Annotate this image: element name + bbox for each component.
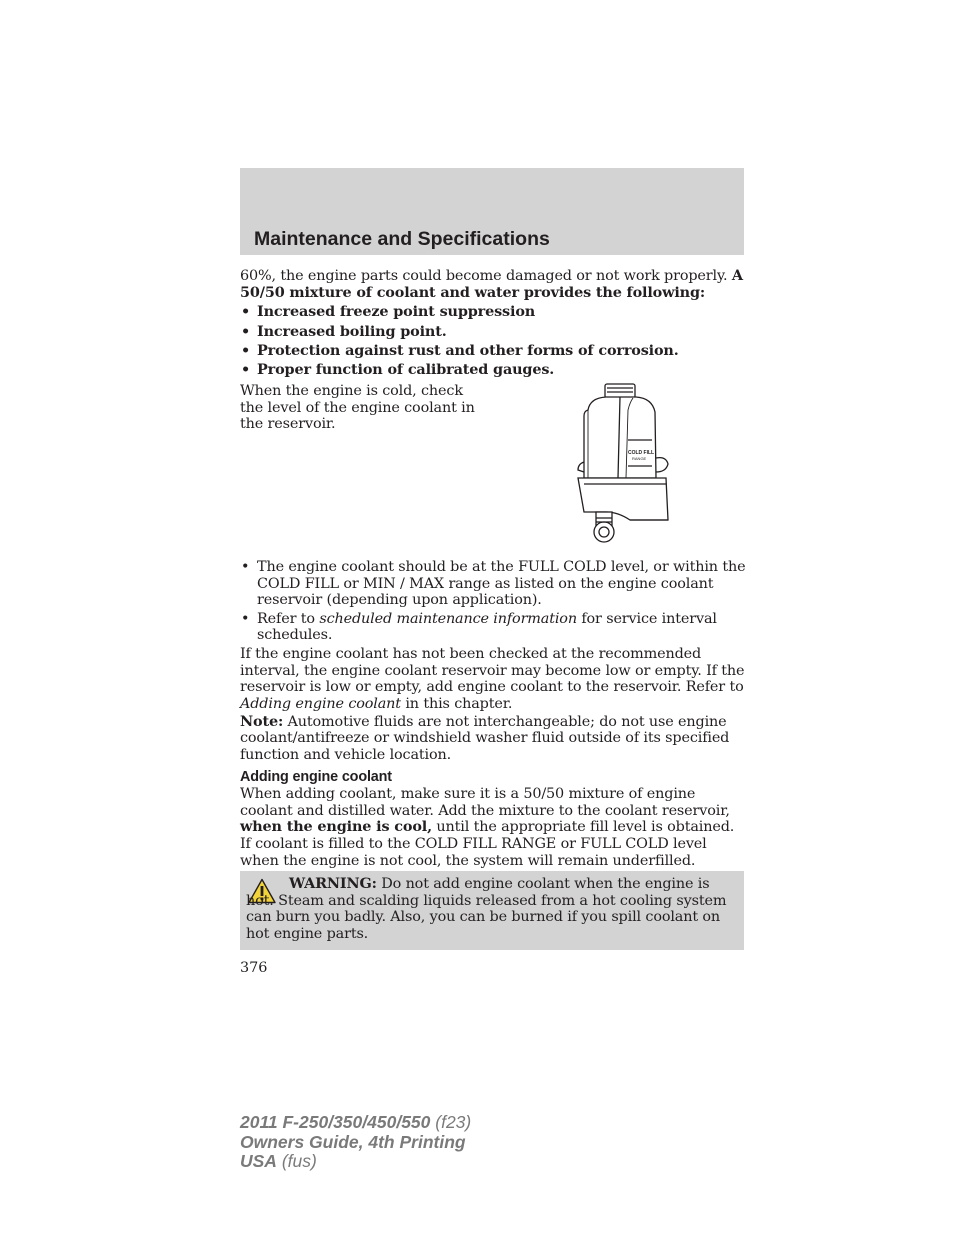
note-text: Automotive fluids are not interchangeable; do not use engine coolant/antifreeze or windshield washer fluid outside of its specified function and vehicle location. [240,713,730,764]
list-item: • Protection against rust and other forms of corrosion. [240,343,746,360]
main-block [240,559,746,869]
intro-text: 60%, the engine parts could become damaged or not work properly. [240,268,732,284]
refer-prefix: Refer to [257,610,320,627]
warning-text: Do not add engine coolant when the engine is hot. Steam and scalding liquids released from a hot cooling system can burn you badly. Also, you can be burned if you spill coolant on hot engine parts. [246,876,727,942]
footer-market-code: (fus) [276,1151,317,1171]
footer-line-2: Owners Guide, 4th Printing [240,1131,466,1152]
check-paragraph [240,383,490,433]
adding-engine-coolant-link[interactable]: Adding engine coolant [240,695,401,712]
adding-text-1: When adding coolant, make sure it is a 50/50 mixture of engine coolant and distilled water. Add the mixture to the coolant reservoir, [240,786,730,819]
list-item: • Increased boiling point. [240,324,746,341]
low-coolant-text: If the engine coolant has not been checked at the recommended interval, the engine coolant reservoir may become low or empty. If the reservoir is low or empty, add engine coolant to the reservoir. Refer to [240,645,745,696]
level-list [240,559,746,644]
warning-box [240,871,744,950]
intro-paragraph [240,268,746,301]
section-title: Maintenance and Specifications [254,228,550,250]
adding-coolant-paragraph [240,786,746,869]
coolant-reservoir-illustration [570,380,674,548]
benefits-list [240,304,746,379]
footer-line-3 [240,1152,471,1172]
footer-model-code: (f23) [430,1112,472,1132]
reservoir-label-range: RANGE [632,456,647,461]
low-coolant-suffix: in this chapter. [400,695,513,712]
adding-bold: when the engine is cool, [240,818,432,836]
note-paragraph [240,714,746,764]
level-bullet-text: The engine coolant should be at the FULL COLD level, or within the COLD FILL or MIN / MAX range as listed on the engine coolant reservoir (depending upon application). [257,559,746,609]
footer-line-1 [240,1113,471,1133]
list-item [240,611,746,644]
check-text: When the engine is cold, check the level of the engine coolant in the reservoir. [240,383,475,433]
note-label: Note: [240,712,284,730]
intro-bold: A 50/50 mixture of coolant and water provides the following: [240,267,743,301]
low-coolant-paragraph [240,646,746,712]
list-item: • Proper function of calibrated gauges. [240,362,746,379]
document-footer [240,1113,471,1172]
list-item: • Increased freeze point suppression [240,304,746,321]
footer-market: USA [240,1151,277,1171]
section-header [240,168,744,255]
refer-suffix: for service interval schedules. [257,610,717,644]
page-number: 376 [240,960,268,976]
warning-label: WARNING: [289,875,377,892]
reservoir-label-cold-fill: COLD FILL [628,450,655,456]
intro-block [240,268,746,382]
adding-coolant-heading: Adding engine coolant [240,768,392,785]
adding-text-2: until the appropriate fill level is obtained. If coolant is filled to the COLD FILL RANGE or FULL COLD level when the engine is not cool, the system will remain underfilled. [240,819,735,869]
scheduled-maintenance-link[interactable]: scheduled maintenance information [319,610,577,627]
warning-text-block [246,876,738,942]
list-item [240,559,746,609]
footer-model: 2011 F-250/350/450/550 [240,1112,431,1132]
